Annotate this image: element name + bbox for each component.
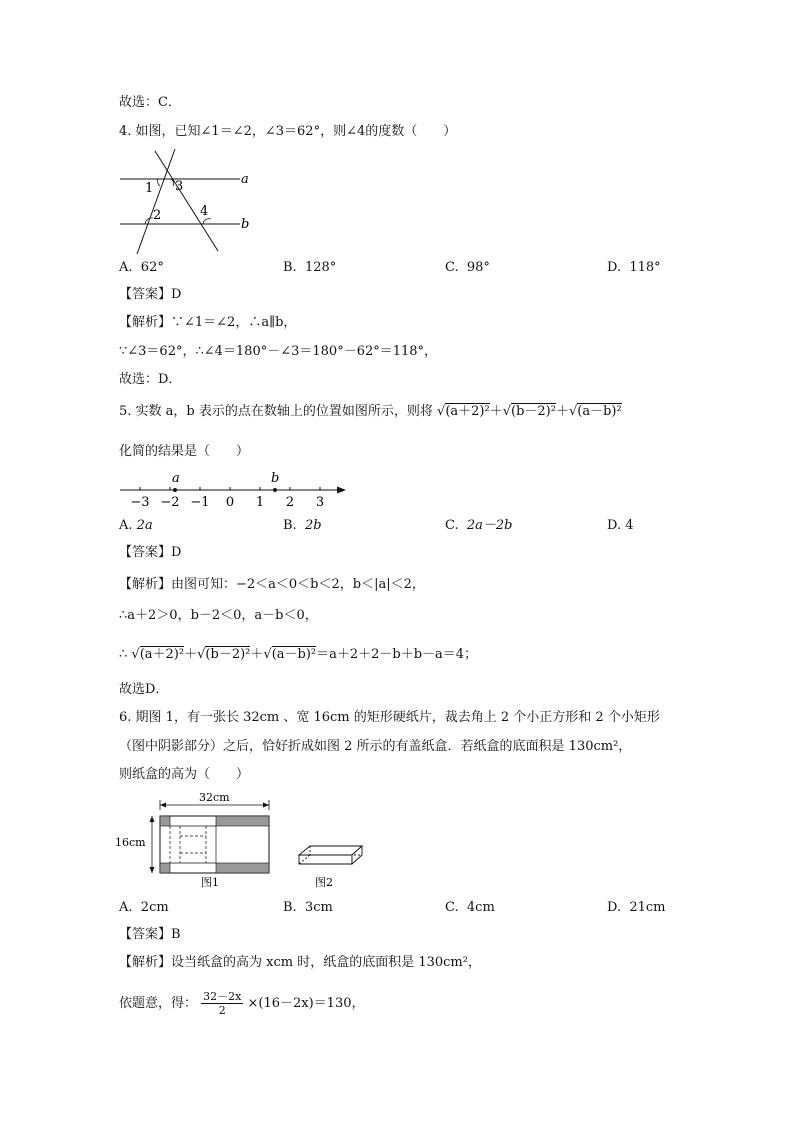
q5-conclusion: 故选D． (119, 682, 169, 697)
q6-stem-3: 则纸盒的高为（ ） (119, 767, 250, 782)
q4-option-d: D. 118° (607, 260, 661, 275)
q4-option-c: C. 98° (445, 260, 490, 275)
sqrt-term-2b: √(b－2)² (197, 647, 251, 662)
q5-option-b: B. 2b (283, 518, 322, 533)
tick-label: 1 (255, 495, 265, 510)
point-a (173, 488, 177, 492)
point-b-label: b (271, 471, 280, 486)
label-2: 2 (153, 208, 162, 223)
sqrt-term-1: √(a＋2)² (437, 404, 490, 419)
arrow-head-icon (337, 487, 346, 494)
arc-4 (203, 219, 211, 224)
q4-stem: 4. 如图，已知∠1＝∠2，∠3＝62°，则∠4的度数（ ） (119, 124, 457, 139)
q6-option-a: A. 2cm (119, 900, 169, 915)
box-figure (299, 846, 362, 864)
sqrt-term-3b: √(a－b)² (263, 647, 317, 662)
shaded-rect-br (216, 863, 269, 873)
fraction: $\frac{32-2x}{2}$ (203, 990, 242, 1017)
q3-conclusion: 故选：C． (119, 95, 181, 110)
tick-label: 3 (315, 495, 325, 510)
tick-label: −2 (160, 495, 180, 510)
tick-label: 0 (225, 495, 235, 510)
point-b (273, 488, 277, 492)
sqrt-term-3: √(a－b)² (568, 404, 622, 419)
q5-option-c: C. 2a－2b (445, 518, 513, 533)
label-3: 3 (175, 179, 184, 194)
label-b: b (241, 217, 250, 232)
q5-stem-line1: 5. 实数 a，b 表示的点在数轴上的位置如图所示，则将 √(a＋2)²＋√(b－2)²＋√(a－b)² (119, 404, 622, 419)
q6-stem-2: （图中阴影部分）之后，恰好折成如图 2 所示的有盖纸盒．若纸盒的底面积是 130cm²， (119, 739, 632, 754)
q5-stem-line2: 化简的结果是（ ） (119, 444, 250, 459)
label-4: 4 (200, 204, 209, 219)
q6-option-c: C. 4cm (445, 900, 495, 915)
q4-option-b: B. 128° (283, 260, 337, 275)
q4-analysis-2: ∵∠3＝62°，∴∠4＝180°－∠3＝180°－62°＝118°， (119, 344, 438, 359)
transversal-1 (137, 149, 175, 254)
q5-analysis-1: 【解析】由图可知：−2＜a＜0＜b＜2，b＜|a|＜2， (119, 577, 425, 592)
shaded-corner-tl (160, 816, 170, 826)
q5-analysis-2: ∴a＋2＞0，b－2＜0，a－b＜0， (119, 608, 318, 623)
height-label: 16cm (115, 836, 146, 849)
q6-answer: 【答案】B (119, 927, 181, 942)
q5-option-a: A. 2a (119, 518, 153, 533)
arc-1 (158, 179, 160, 186)
label-a: a (241, 172, 249, 187)
q5-option-d: D. 4 (607, 518, 634, 533)
shaded-corner-bl (160, 863, 170, 873)
q4-option-a: A. 62° (119, 260, 164, 275)
q5-analysis-3: ∴ √(a＋2)²＋√(b－2)²＋√(a－b)²＝a＋2＋2－b＋b－a＝4； (119, 647, 478, 662)
q6-option-d: D. 21cm (607, 900, 666, 915)
q5-stem-prefix: 5. 实数 a，b 表示的点在数轴上的位置如图所示，则将 (119, 404, 433, 419)
width-label: 32cm (199, 791, 230, 804)
q6-analysis-1: 【解析】设当纸盒的高为 xcm 时，纸盒的底面积是 130cm²， (119, 955, 481, 970)
q4-figure (115, 146, 265, 256)
q6-analysis-2: 依题意，得： $\frac{32-2x}{2}$ ×(16－2x)＝130， (119, 990, 365, 1017)
q4-analysis-1: 【解析】∵∠1＝∠2，∴a∥b， (119, 315, 297, 330)
tick-label: −1 (190, 495, 210, 510)
q6-stem-1: 6. 期图 1，有一张长 32cm 、宽 16cm 的矩形硬纸片，裁去角上 2 个小正方形和 2 个小矩形 (119, 710, 660, 725)
q5-numberline (118, 468, 358, 510)
shaded-rect-tr (216, 816, 269, 826)
q5-answer: 【答案】D (119, 545, 182, 560)
fig2-caption: 图2 (315, 876, 333, 889)
label-1: 1 (145, 181, 154, 196)
tick-label: −3 (130, 495, 150, 510)
q4-answer: 【答案】D (119, 287, 182, 302)
q6-option-b: B. 3cm (283, 900, 333, 915)
fig1-caption: 图1 (201, 876, 219, 889)
sqrt-term-1b: √(a＋2)² (131, 647, 185, 662)
transversal-2 (155, 151, 218, 251)
q4-conclusion: 故选：D． (119, 372, 182, 387)
sqrt-term-2: √(b－2)² (502, 404, 556, 419)
point-a-label: a (172, 471, 180, 486)
q6-figure (113, 790, 383, 896)
tick-label: 2 (285, 495, 295, 510)
